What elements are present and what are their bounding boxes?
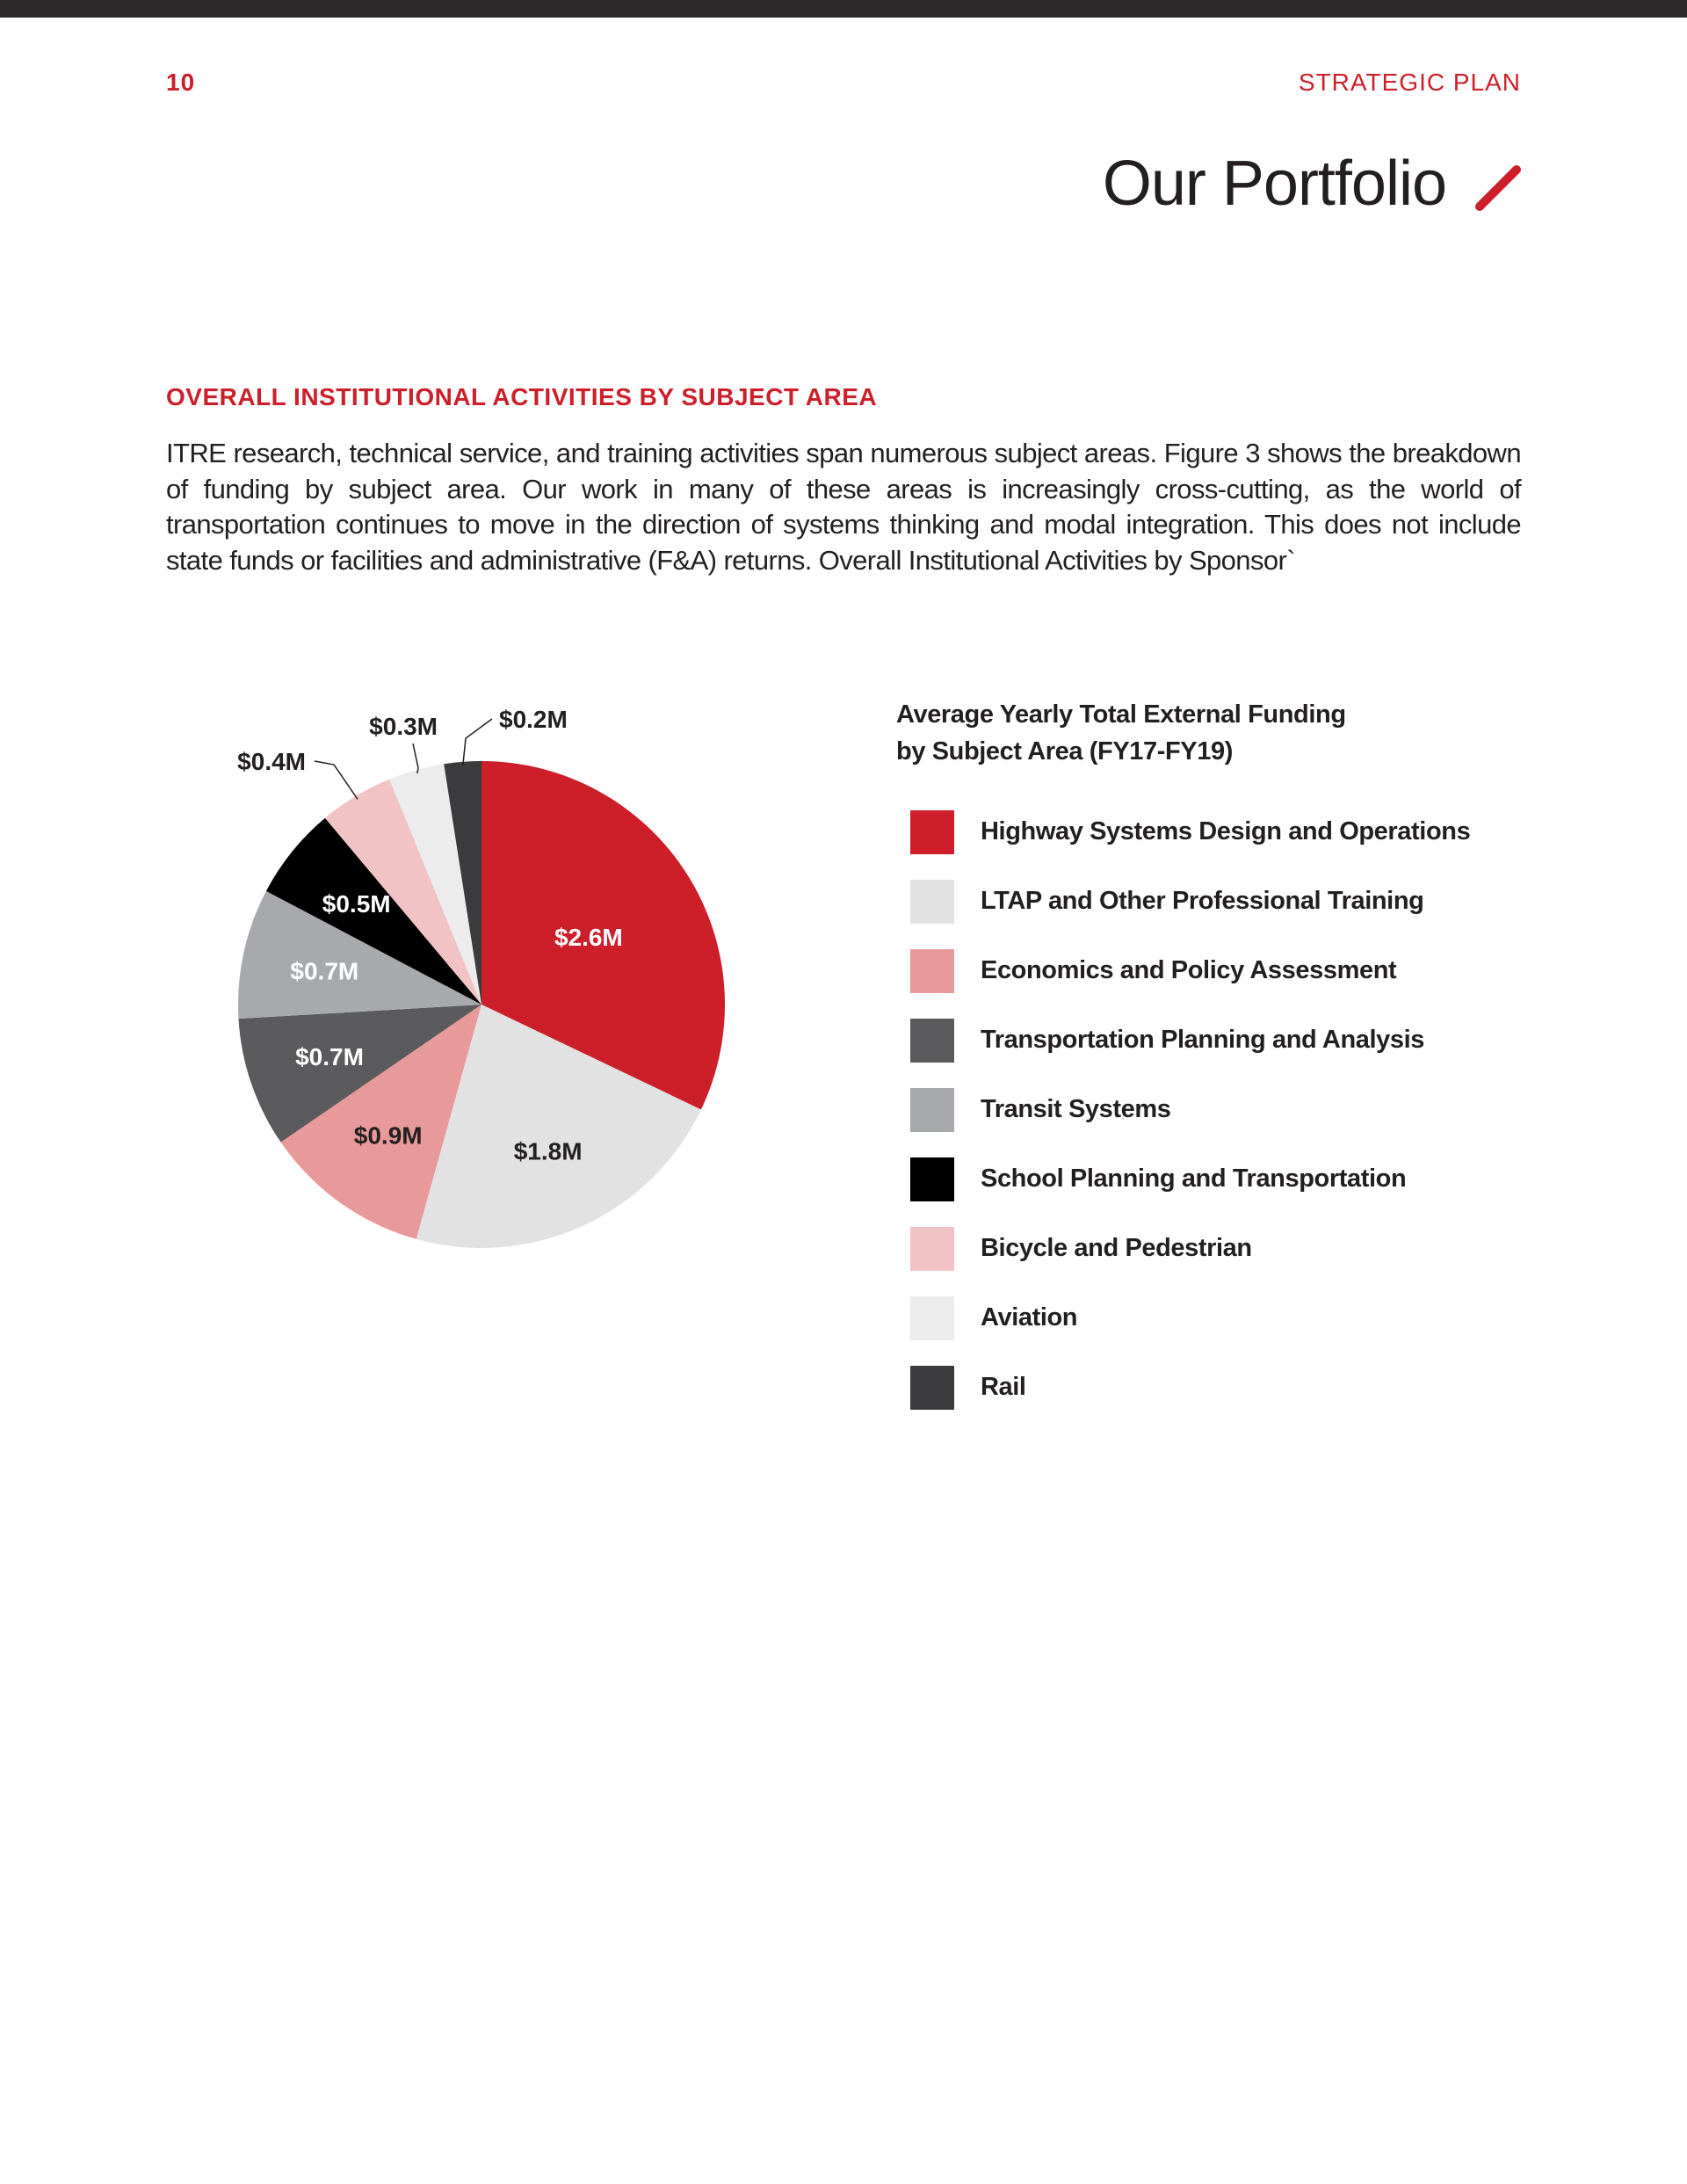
section-heading: OVERALL INSTITUTIONAL ACTIVITIES BY SUBJECT AREA bbox=[166, 383, 878, 410]
running-header: STRATEGIC PLAN bbox=[1298, 69, 1521, 96]
leader-line-8 bbox=[413, 744, 418, 773]
legend-swatch bbox=[910, 1296, 954, 1340]
legend-label: Economics and Policy Assessment bbox=[981, 956, 1397, 984]
pie-data-label-1: $2.6M bbox=[554, 924, 623, 952]
leader-line-9 bbox=[463, 719, 492, 765]
page-title: Our Portfolio bbox=[1102, 149, 1446, 219]
legend-label: Transportation Planning and Analysis bbox=[981, 1026, 1424, 1054]
body-paragraph: ITRE research, technical service, and training activities span numerous subject areas. Figure 3 shows the breakdown of funding by subject area. Our work in many of these areas is increasingly cross-cutting, as the world of transportation continues to move in the direction of systems thinking and modal integration. This does not include state funds or facilities and administrative (F&A) returns. Overall Institutional Activities by Sponsor` bbox=[166, 438, 1521, 576]
legend-item bbox=[910, 1088, 1525, 1132]
legend-label: Aviation bbox=[981, 1303, 1078, 1331]
legend-swatch bbox=[910, 1366, 954, 1410]
legend-item bbox=[910, 1296, 1525, 1340]
pie-data-label-5: $0.7M bbox=[290, 957, 359, 985]
chart-title bbox=[896, 696, 1346, 770]
legend-item bbox=[910, 1019, 1525, 1063]
legend-label: Highway Systems Design and Operations bbox=[981, 817, 1471, 845]
legend-swatch bbox=[910, 1227, 954, 1271]
pie-data-label-7: $0.4M bbox=[237, 748, 306, 775]
legend-label: School Planning and Transportation bbox=[981, 1165, 1407, 1193]
chart-title-line-1: Average Yearly Total External Funding bbox=[896, 700, 1346, 729]
legend-swatch bbox=[910, 1157, 954, 1201]
legend-swatch bbox=[910, 949, 954, 993]
pie-data-label-3: $0.9M bbox=[353, 1121, 423, 1150]
legend-item bbox=[910, 1227, 1525, 1271]
legend-label: Transit Systems bbox=[981, 1095, 1171, 1123]
legend-label: LTAP and Other Professional Training bbox=[981, 887, 1424, 915]
legend-item bbox=[910, 810, 1525, 854]
legend-item bbox=[910, 1157, 1525, 1201]
legend-swatch bbox=[910, 1019, 954, 1063]
legend-label: Rail bbox=[981, 1373, 1026, 1401]
leader-line-7 bbox=[315, 761, 358, 799]
pie-data-label-4: $0.7M bbox=[295, 1043, 364, 1071]
legend-item bbox=[910, 949, 1525, 993]
pie-data-label-8: $0.3M bbox=[369, 713, 438, 740]
legend-item bbox=[910, 880, 1525, 924]
pie-data-label-2: $1.8M bbox=[513, 1137, 583, 1165]
legend-swatch bbox=[910, 880, 954, 924]
pie-data-label-9: $0.2M bbox=[499, 706, 568, 733]
pie-data-label-6: $0.5M bbox=[322, 890, 391, 918]
legend-item bbox=[910, 1366, 1525, 1410]
slash-icon bbox=[1473, 161, 1525, 214]
chart-title-line-2: by Subject Area (FY17-FY19) bbox=[896, 737, 1233, 765]
page-number: 10 bbox=[166, 69, 196, 96]
legend-label: Bicycle and Pedestrian bbox=[981, 1234, 1252, 1262]
legend-swatch bbox=[910, 1088, 954, 1132]
pie-chart bbox=[0, 0, 879, 1318]
legend-swatch bbox=[910, 810, 954, 854]
